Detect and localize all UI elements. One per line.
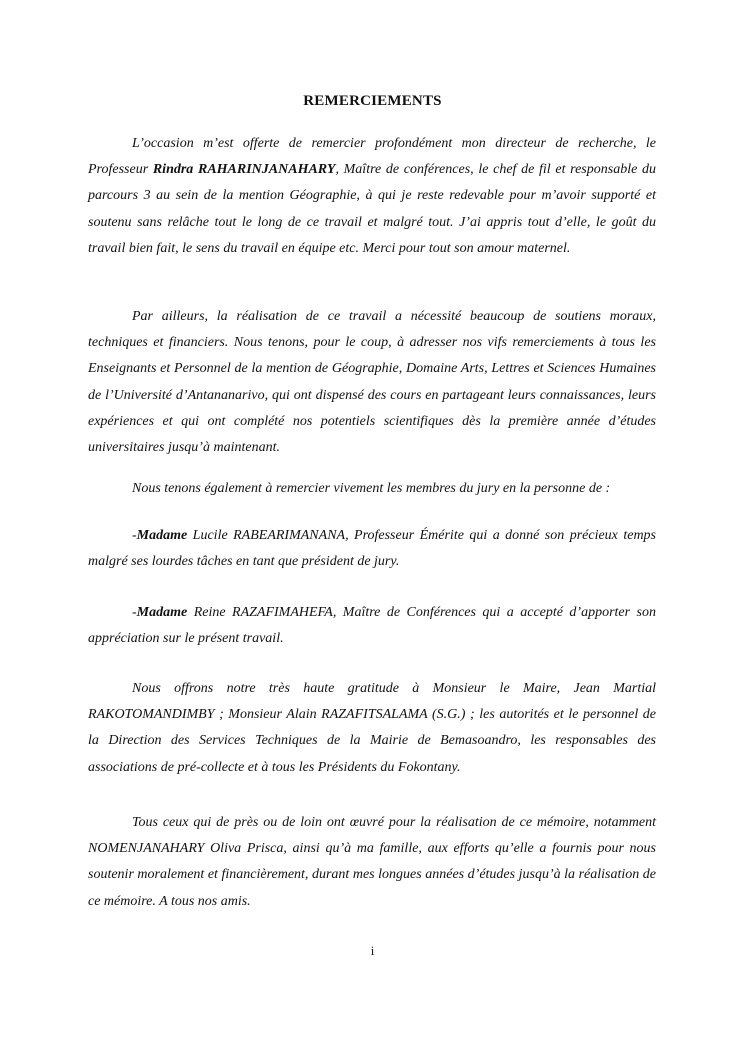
text-segment: Reine RAZAFIMAHEFA, Maître de Conférences qui a accepté d’apporter son appréciation sur le présent travail.	[88, 605, 656, 647]
text-segment: Lucile RABEARIMANANA, Professeur Émérite qui a donné son précieux temps malgré ses lourdes tâches en tant que président de jury.	[88, 528, 656, 570]
text-segment: -	[132, 528, 137, 543]
paragraph-director-thanks	[88, 131, 656, 262]
paragraph-jury-president	[88, 523, 656, 575]
honorific: Madame	[136, 528, 188, 543]
page-title: REMERCIEMENTS	[303, 93, 442, 109]
paragraph-jury-examiner	[88, 600, 656, 652]
paragraph-staff-thanks: Par ailleurs, la réalisation de ce travail a nécessité beaucoup de soutiens moraux, techniques et financiers. Nous tenons, pour le coup, à adresser nos vifs remerciements à tous les Enseignants et Personnel de la mention de Géographie, Domaine Arts, Lettres et Sciences Humaines de l’Université d’Antananarivo, qui ont dispensé des cours en partageant leurs connaissances, leurs expériences et qui ont complété nos potentiels scientifiques dès la première année d’études universitaires jusqu’à maintenant.	[88, 309, 656, 456]
paragraph-family-thanks: Tous ceux qui de près ou de loin ont œuvré pour la réalisation de ce mémoire, notamment NOMENJANAHARY Oliva Prisca, ainsi qu’à ma famille, aux efforts qu’elle a fournis pour nous soutenir moralement et financièrement, durant mes longues années d’études jusqu’à la réalisation de ce mémoire. A tous nos amis.	[88, 815, 656, 909]
honorific: Madame	[136, 605, 188, 620]
text-segment: -	[132, 605, 137, 620]
paragraph-mayor-thanks: Nous offrons notre très haute gratitude à Monsieur le Maire, Jean Martial RAKOTOMANDIMBY ; Monsieur Alain RAZAFITSALAMA (S.G.) ; les autorités et le personnel de la Direction des Services Techniques de la Mairie de Bemasoandro, les responsables des associations de pré-collecte et à tous les Présidents du Fokontany.	[88, 681, 656, 775]
text-segment: , Maître de conférences, le chef de fil et responsable du parcours 3 au sein de la mention Géographie, à qui je reste redevable pour m’avoir supporté et soutenu sans relâche tout le long de ce travail et malgré tout. J’ai appris tout d’elle, le goût du travail bien fait, le sens du travail en équipe etc. Merci pour tout son amour maternel.	[88, 162, 656, 256]
text-segment: L’occasion m’est offerte de remercier profondément mon directeur de recherche, le Professeur	[88, 136, 656, 178]
page-number: i	[370, 943, 375, 958]
paragraph-jury-intro: Nous tenons également à remercier vivement les membres du jury en la personne de :	[132, 481, 611, 496]
director-name: Rindra RAHARINJANAHARY	[152, 162, 336, 178]
